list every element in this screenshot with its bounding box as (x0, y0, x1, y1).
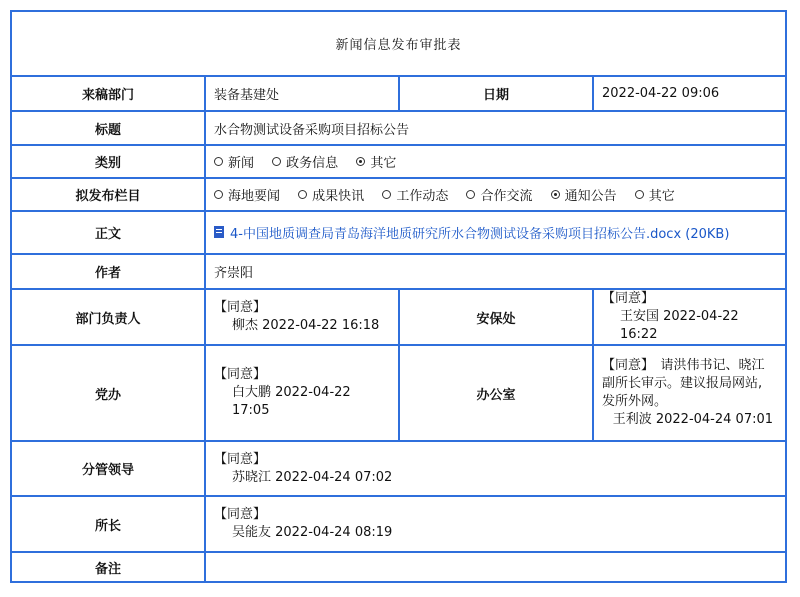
source-dept-label: 来稿部门 (11, 76, 205, 111)
approval-form (10, 10, 785, 588)
category-options (205, 145, 786, 178)
author-value: 齐崇阳 (205, 254, 786, 289)
category-option-gov-info[interactable]: 政务信息 (272, 152, 338, 171)
director-label: 所长 (11, 496, 205, 552)
radio-icon (298, 190, 307, 199)
attachment-cell (205, 211, 786, 254)
author-label: 作者 (11, 254, 205, 289)
radio-icon (214, 190, 223, 199)
remark-value (205, 552, 786, 582)
category-label: 类别 (11, 145, 205, 178)
column-option-cooperation[interactable]: 合作交流 (466, 185, 532, 204)
radio-selected-icon (551, 190, 560, 199)
date-value: 2022-04-22 09:06 (593, 76, 786, 111)
form-title: 新闻信息发布审批表 (11, 11, 786, 76)
remark-label: 备注 (11, 552, 205, 582)
party-office-opinion: 【同意】 白大鹏 2022-04-22 17:05 (205, 345, 399, 441)
category-option-news[interactable]: 新闻 (214, 152, 254, 171)
source-dept-value: 装备基建处 (205, 76, 399, 111)
office-label: 办公室 (399, 345, 593, 441)
document-icon (214, 226, 224, 238)
dept-head-label: 部门负责人 (11, 289, 205, 345)
radio-icon (382, 190, 391, 199)
radio-icon (272, 157, 281, 166)
subject-value: 水合物测试设备采购项目招标公告 (205, 111, 786, 145)
subject-label: 标题 (11, 111, 205, 145)
column-option-results[interactable]: 成果快讯 (298, 185, 364, 204)
leader-opinion: 【同意】 苏晓江 2022-04-24 07:02 (205, 441, 786, 496)
date-label: 日期 (399, 76, 593, 111)
column-label: 拟发布栏目 (11, 178, 205, 211)
column-option-work[interactable]: 工作动态 (382, 185, 448, 204)
column-options (205, 178, 786, 211)
security-opinion: 【同意】 王安国 2022-04-22 16:22 (593, 289, 786, 345)
security-label: 安保处 (399, 289, 593, 345)
radio-icon (466, 190, 475, 199)
category-option-other[interactable]: 其它 (356, 152, 396, 171)
leader-label: 分管领导 (11, 441, 205, 496)
column-option-news[interactable]: 海地要闻 (214, 185, 280, 204)
radio-icon (214, 157, 223, 166)
director-opinion: 【同意】 吴能友 2022-04-24 08:19 (205, 496, 786, 552)
radio-selected-icon (356, 157, 365, 166)
body-label: 正文 (11, 211, 205, 254)
column-option-notice[interactable]: 通知公告 (551, 185, 617, 204)
approval-table (10, 10, 787, 583)
radio-icon (635, 190, 644, 199)
party-office-label: 党办 (11, 345, 205, 441)
column-option-other[interactable]: 其它 (635, 185, 675, 204)
office-opinion: 【同意】 请洪伟书记、晓江 副所长审示。建议报局网站, 发所外网。 王利波 2022-04-24 07:01 (593, 345, 786, 441)
attachment-link[interactable]: 4-中国地质调查局青岛海洋地质研究所水合物测试设备采购项目招标公告.docx (20KB) (214, 223, 729, 242)
dept-head-opinion: 【同意】 柳杰 2022-04-22 16:18 (205, 289, 399, 345)
